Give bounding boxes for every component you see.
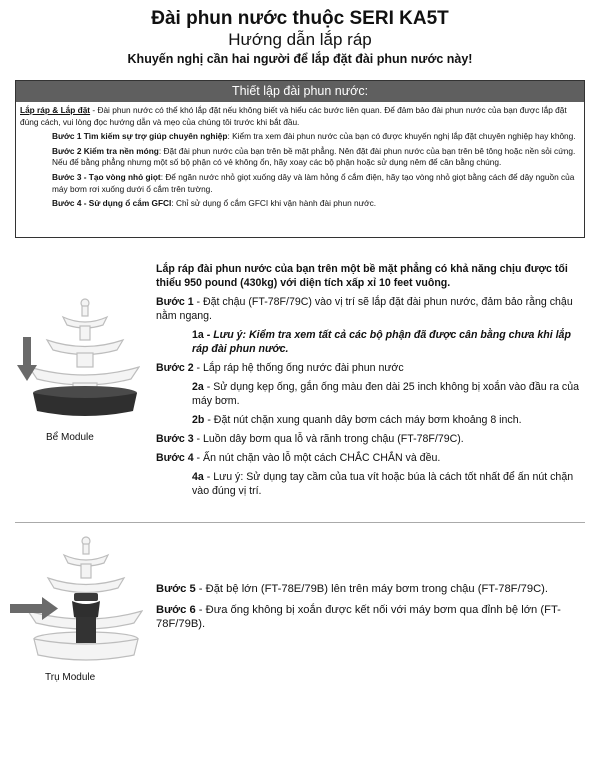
page-subtitle: Hướng dẫn lắp ráp <box>228 30 372 49</box>
setup-step: Bước 1 Tìm kiếm sự trợ giúp chuyên nghiệp: Kiểm tra xem đài phun nước của bạn có được khuyến nghị lắp đặt chuyên nghiệp hay không. <box>52 131 576 142</box>
instruction-item: 1a - Lưu ý: Kiểm tra xem tất cả các bộ phận đã được cân bằng chưa khi lắp ráp đài phun nước. <box>192 329 571 355</box>
instruction-item: 2a - Sử dụng kẹp ống, gắn ống màu đen dài 25 inch không bị xoắn vào đầu ra của máy bơm. <box>192 381 579 407</box>
column-module-caption: Trụ Module <box>45 672 96 683</box>
instruction-item: Bước 4 - Ấn nút chặn vào lỗ một cách CHẮC CHẮN và đều. <box>156 452 441 464</box>
column-module-illustration <box>8 535 143 665</box>
section-divider <box>15 522 585 523</box>
setup-intro: Lắp ráp & Lắp đặt - Đài phun nước có thể khó lắp đặt nếu không biết và hiểu các bước liên quan. Để đảm bảo đài phun nước của bạn được lắp đặt đúng cách, vui lòng đọc hướng dẫn và mẹo của chúng tôi trước khi bắt đầu. <box>20 105 567 127</box>
instruction-item: 2b - Đặt nút chặn xung quanh dây bơm cách máy bơm khoảng 8 inch. <box>192 414 522 426</box>
instruction-item: Bước 1 - Đặt chậu (FT-78F/79C) vào vị trí sẽ lắp đặt đài phun nước, đảm bảo rằng chậu nằm ngang. <box>156 296 573 322</box>
setup-box <box>15 80 585 238</box>
instruction-item: Bước 3 - Luồn dây bơm qua lỗ và rãnh trong chậu (FT-78F/79C). <box>156 433 464 445</box>
setup-body <box>16 102 584 210</box>
instruction-item: Bước 2 - Lắp ráp hệ thống ống nước đài phun nước <box>156 362 404 374</box>
column-instructions <box>156 582 582 632</box>
basin-module-caption: Bể Module <box>46 432 94 443</box>
setup-step: Bước 2 Kiểm tra nền móng: Đặt đài phun nước của bạn trên bề mặt phẳng. Nên đặt đài phun nước của bạn trên bê tông hoặc nền sỏi cứng. Nếu để bằng phẳng nhưng một số bộ phận có vẻ không ổn, hãy xoay các bộ phận hoặc sử dụng nêm để cân bằng chúng. <box>52 145 576 168</box>
basin-module-illustration <box>15 295 140 425</box>
basin-intro: Lắp ráp đài phun nước của bạn trên một bề mặt phẳng có khả năng chịu được tối thiểu 950 pound (430kg) với diện tích xấp xỉ 10 feet vuông. <box>156 263 568 289</box>
page-title: Đài phun nước thuộc SERI KA5T <box>151 8 449 29</box>
instruction-item: Bước 6 - Đưa ống không bị xoắn được kết nối với máy bơm qua đỉnh bệ lớn (FT-78F/79B). <box>156 603 561 630</box>
column-highlight <box>72 593 100 643</box>
setup-step: Bước 3 - Tạo vòng nhỏ giọt: Để ngăn nước nhỏ giọt xuống dây và làm hỏng ổ cắm điện, hãy tạo vòng nhỏ giọt bằng cách để dây nguồn của máy bơm rơi xuống dưới ổ cắm trên tường. <box>52 171 575 194</box>
setup-heading: Thiết lập đài phun nước: <box>16 81 584 102</box>
instruction-item: 4a - Lưu ý: Sử dụng tay cầm của tua vít hoặc búa là cách tốt nhất để ấn nút chặn vào đúng vị trí. <box>192 471 574 497</box>
two-person-warning: Khuyến nghị cần hai người để lắp đặt đài phun nước này! <box>127 52 473 66</box>
basin-instructions <box>156 262 582 498</box>
setup-step: Bước 4 - Sử dụng ổ cắm GFCI: Chỉ sử dụng ổ cắm GFCI khi vận hành đài phun nước. <box>52 198 377 209</box>
instruction-item: Bước 5 - Đặt bệ lớn (FT-78E/79B) lên trên máy bơm trong chậu (FT-78F/79C). <box>156 583 548 595</box>
